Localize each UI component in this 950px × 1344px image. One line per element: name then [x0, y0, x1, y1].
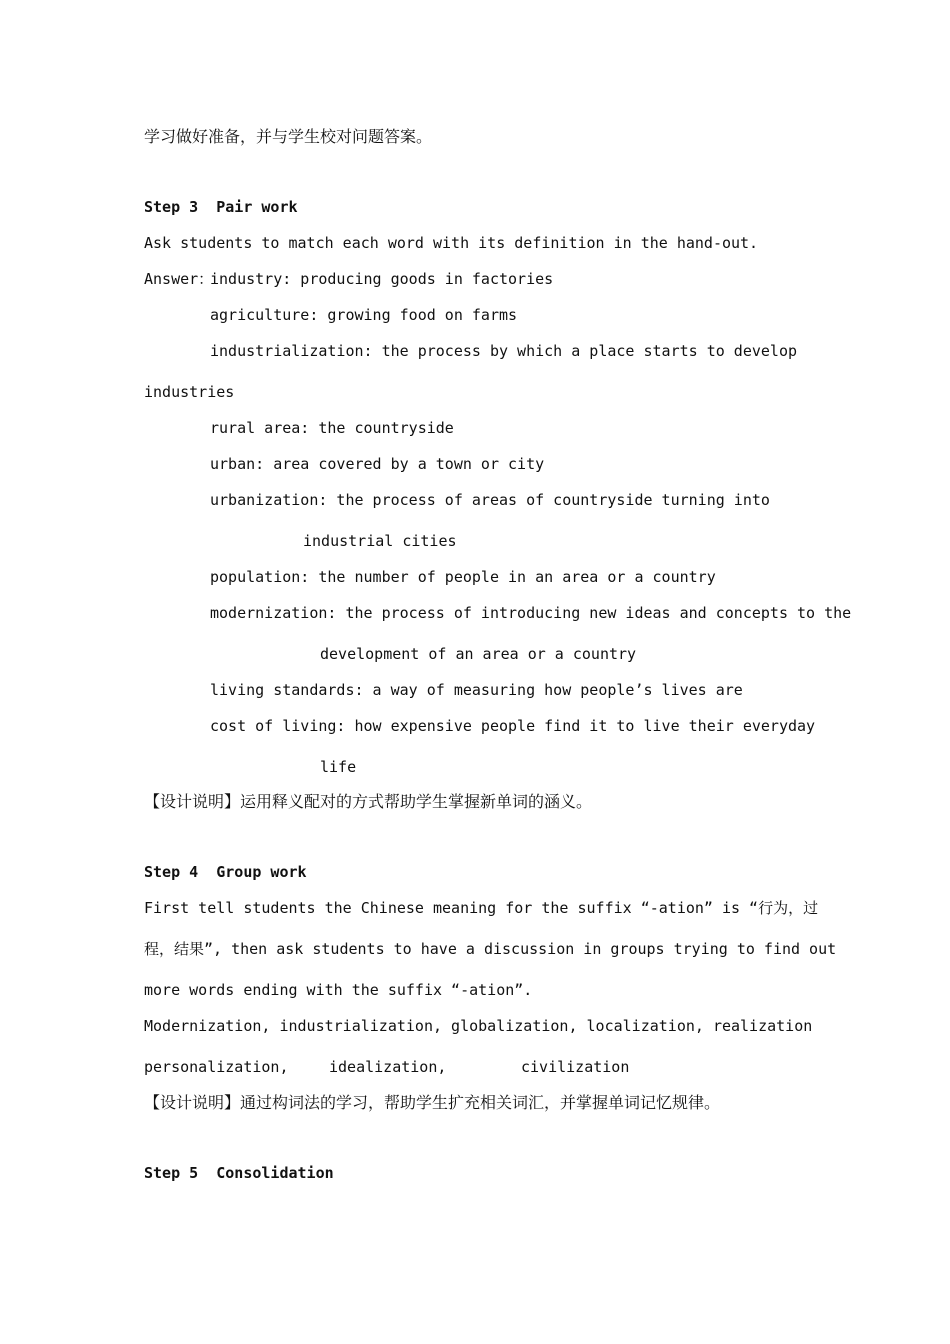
answer-modernization-cont: development of an area or a country [320, 645, 637, 663]
step4-paragraph-line-2: 程，结果”, then ask students to have a discussion in groups trying to find out [144, 940, 837, 958]
answer-urbanization: urbanization: the process of areas of countryside turning into [210, 491, 770, 509]
answer-rural-area: rural area: the countryside [210, 419, 454, 437]
answer-living-standards: living standards: a way of measuring how people’s lives are [210, 681, 743, 699]
step4-design-note: 【设计说明】通过构词法的学习，帮助学生扩充相关词汇，并掌握单词记忆规律。 [144, 1093, 721, 1112]
step3-instruction: Ask students to match each word with its definition in the hand-out. [144, 234, 759, 252]
answer-industrialization-cont: industries [144, 383, 235, 401]
answer-industry: industry: producing goods in factories [210, 270, 554, 288]
answer-modernization: modernization: the process of introducing new ideas and concepts to the [210, 604, 852, 622]
word-civilization: civilization [521, 1058, 630, 1076]
answer-cost-of-living: cost of living: how expensive people find it to live their everyday [210, 717, 816, 735]
step4-heading: Step 4 Group work [144, 863, 307, 881]
step4-paragraph-line-3: more words ending with the suffix “-ation”. [144, 981, 533, 999]
answer-urban: urban: area covered by a town or city [210, 455, 545, 473]
answer-population: population: the number of people in an area or a country [210, 568, 716, 586]
word-idealization: idealization, [329, 1058, 447, 1076]
answer-industrialization: industrialization: the process by which a place starts to develop [210, 342, 797, 360]
step4-words-line-1: Modernization, industrialization, globalization, localization, realization [144, 1017, 813, 1035]
word-personalization: personalization, [144, 1058, 289, 1076]
step3-heading: Step 3 Pair work [144, 198, 298, 216]
answer-urbanization-cont: industrial cities [303, 532, 457, 550]
step5-heading: Step 5 Consolidation [144, 1164, 334, 1182]
step3-design-note: 【设计说明】运用释义配对的方式帮助学生掌握新单词的涵义。 [144, 792, 593, 811]
step4-paragraph-line-1: First tell students the Chinese meaning for the suffix “-ation” is “行为，过 [144, 899, 819, 917]
answer-agriculture: agriculture: growing food on farms [210, 306, 518, 324]
answer-label: Answer： [144, 270, 214, 288]
intro-line: 学习做好准备，并与学生校对问题答案。 [144, 127, 433, 146]
answer-cost-of-living-cont: life [320, 758, 357, 776]
